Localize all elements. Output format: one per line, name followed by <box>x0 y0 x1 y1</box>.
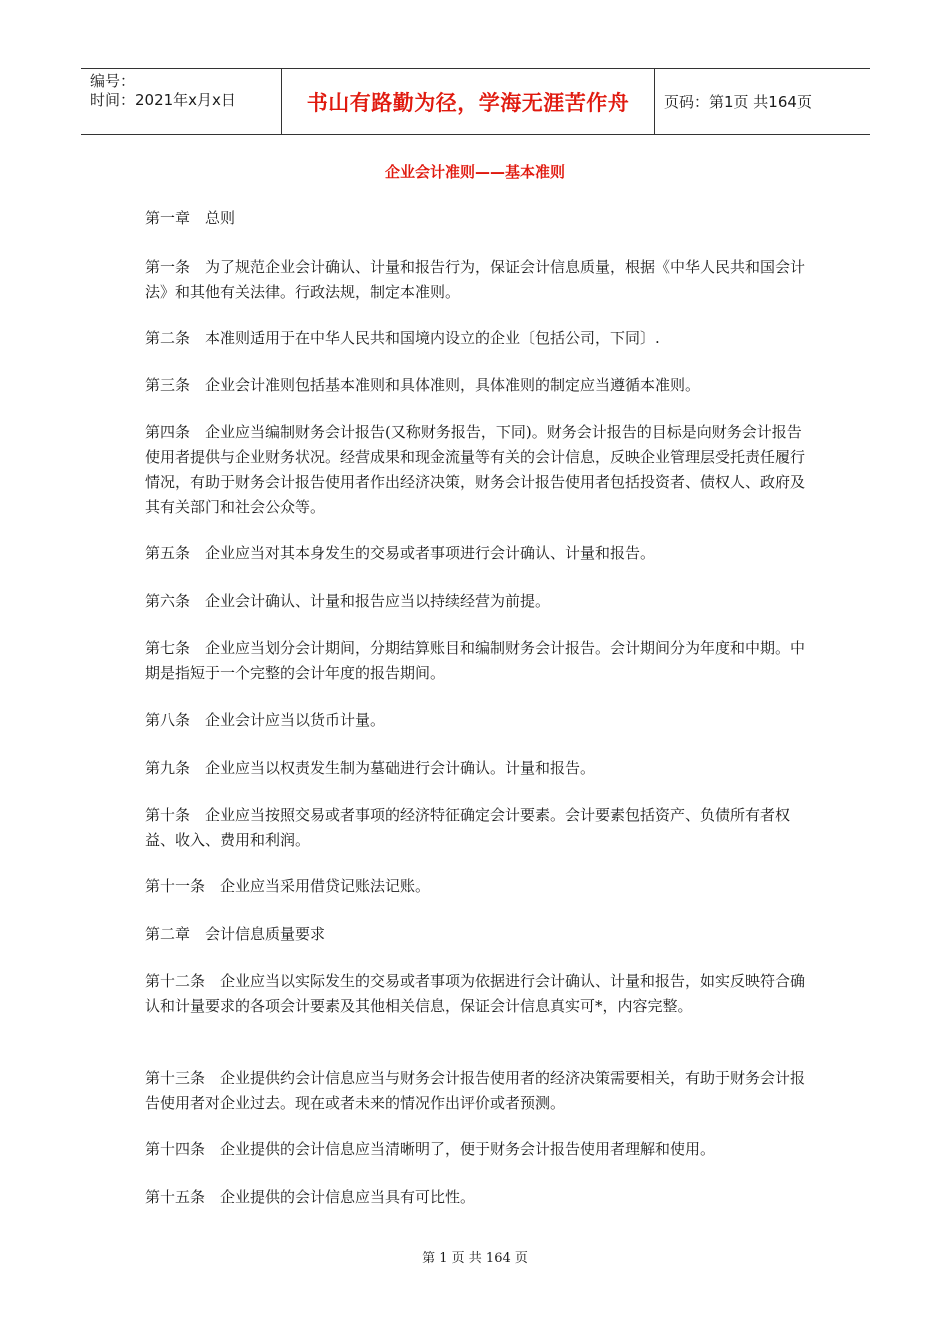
article-paragraph: 第十五条 企业提供的会计信息应当具有可比性。 <box>145 1188 476 1206</box>
chapter-heading: 第一章 总则 <box>145 209 236 227</box>
page-header <box>81 68 870 135</box>
document-time-label: 时间：2021年x月x日 <box>90 91 236 109</box>
header-page-info: 页码：第1页 共164页 <box>664 93 812 111</box>
header-meta <box>81 69 282 134</box>
document-number-label: 编号： <box>90 72 136 90</box>
article-paragraph: 第十一条 企业应当采用借贷记账法记账。 <box>145 877 431 895</box>
article-paragraph: 第九条 企业应当以权责发生制为墓础进行会计确认。计量和报告。 <box>145 759 596 777</box>
chapter-heading: 第二章 会计信息质量要求 <box>145 925 326 943</box>
article-paragraph: 第五条 企业应当对其本身发生的交易或者事项进行会计确认、计量和报告。 <box>145 544 656 562</box>
article-paragraph: 第八条 企业会计应当以货币计量。 <box>145 711 386 729</box>
article-paragraph: 第七条 企业应当划分会计期间，分期结算账目和编制财务会计报告。会计期间分为年度和中期。中期是指短于一个完整的会计年度的报告期间。 <box>145 639 806 682</box>
article-paragraph: 第一条 为了规范企业会计确认、计量和报告行为，保证会计信息质量，根据《中华人民共和国会计法》和其他有关法律。行政法规，制定本准则。 <box>145 258 806 301</box>
article-paragraph: 第十四条 企业提供的会计信息应当清晰明了，便于财务会计报告使用者理解和使用。 <box>145 1140 716 1158</box>
article-paragraph: 第六条 企业会计确认、计量和报告应当以持续经营为前提。 <box>145 592 551 610</box>
document-title: 企业会计准则——基本准则 <box>384 163 565 181</box>
article-paragraph: 第三条 企业会计准则包括基本准则和具体准则，具体准则的制定应当遵循本准则。 <box>145 376 701 394</box>
article-paragraph: 第十三条 企业提供约会计信息应当与财务会计报告使用者的经济决策需要相关，有助于财务会计报告使用者对企业过去。现在或者未来的情况作出评价或者预测。 <box>145 1069 806 1112</box>
article-paragraph: 第十二条 企业应当以实际发生的交易或者事项为依据进行会计确认、计量和报告，如实反映符合确认和计量要求的各项会计要素及其他相关信息，保证会计信息真实可*，内容完整。 <box>145 972 806 1015</box>
article-paragraph: 第二条 本准则适用于在中华人民共和国境内设立的企业〔包括公司，下同〕. <box>145 329 660 347</box>
article-paragraph: 第十条 企业应当按照交易或者事项的经济特征确定会计要素。会计要素包括资产、负债所有者权益、收入、费用和利润。 <box>145 806 791 849</box>
header-motto: 书山有路勤为径，学海无涯苦作舟 <box>282 69 655 134</box>
page-footer: 第 1 页 共 164 页 <box>422 1251 528 1266</box>
article-paragraph: 第四条 企业应当编制财务会计报告(又称财务报告，下同)。财务会计报告的目标是向财务会计报告使用者提供与企业财务状况。经营成果和现金流量等有关的会计信息，反映企业管理层受托责任履行情况，有助于财务会计报告使用者作出经济决策，财务会计报告使用者包括投资者、债权人、政府及其有关部门和社会公众等。 <box>145 423 806 516</box>
